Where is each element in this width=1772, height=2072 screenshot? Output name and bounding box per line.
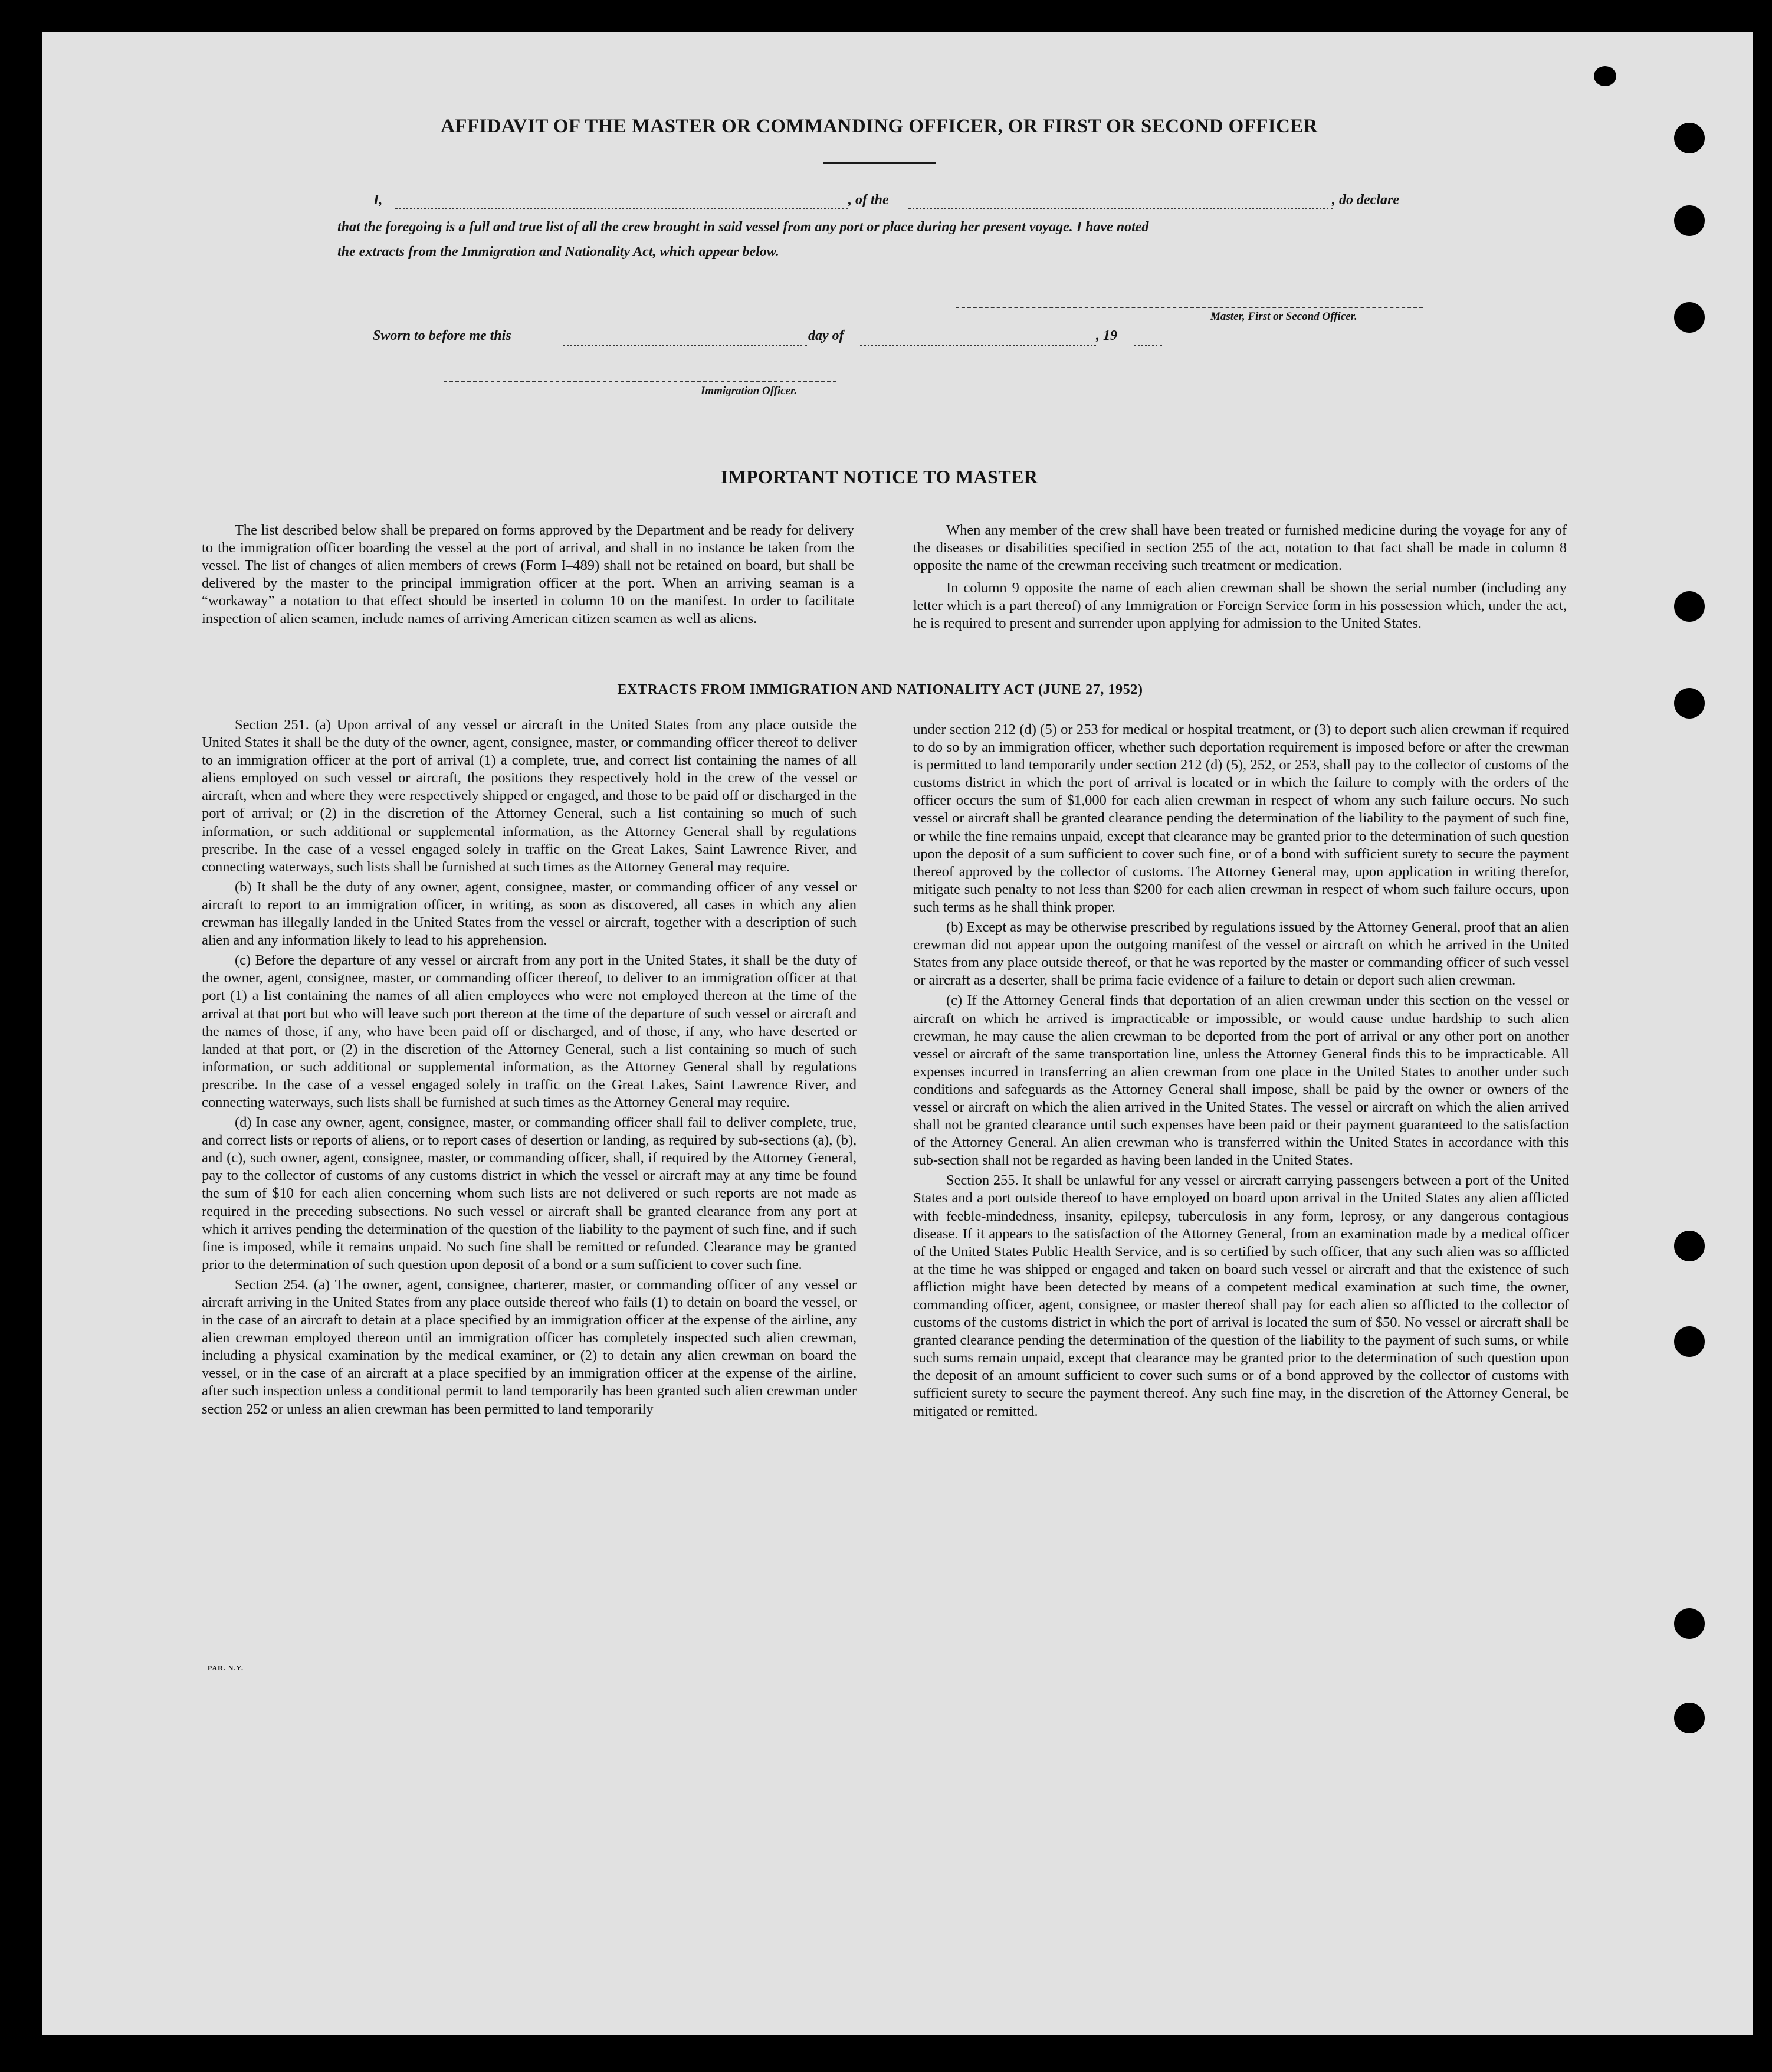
notice-right-paragraph: In column 9 opposite the name of each alien crewman shall be shown the serial number (including any letter which is a part thereof) of any Immigration or Foreign Service form in his possession which, under the act, he is required to present and surrender upon applying for admission to the United States. [913, 580, 1567, 632]
binder-hole [1674, 591, 1705, 622]
section-255: Section 255. It shall be unlawful for any vessel or aircraft carrying passengers between a port of the United States and a port outside thereof to have employed on board upon arrival in the United States any alien afflicted with feeble-mindedness, insanity, epilepsy, tuberculosis in any form, leprosy, or any dangerous contagious disease. If it appears to the satisfaction of the Attorney General, from an examination made by a medical officer of the United States Public Health Service, and is so certified by such officer, that any such alien was so afflicted at the time he was shipped or engaged and taken on board such vessel or aircraft and that the existence of such affliction might have been detected by means of a competent medical examination at such time, the owner, commanding officer, agent, consignee, or master thereof shall pay for each alien so afflicted to the collector of customs of the customs district in which the port of arrival is located the sum of $50. No vessel or aircraft shall be granted clearance pending the determination of the question of the liability to the payment of such sums, or while such sums remain unpaid, except that clearance may be granted prior to the determination of such question upon the deposit of an amount sufficient to cover such sums or of a bond approved by the collector of customs with sufficient surety to secure the payment thereof. Any such fine may, in the discretion of the Attorney General, be mitigated or remitted. [913, 1172, 1569, 1419]
master-signature-label: Master, First or Second Officer. [1210, 310, 1357, 323]
section-251-d: (d) In case any owner, agent, consignee, master, or commanding officer shall fail to deliver complete, true, and correct lists or reports of aliens, or to report cases of desertion or landing, as required by sub-sections (a), (b), and (c), such owner, agent, consignee, master, or commanding officer, shall, if required by the Attorney General, pay to the collector of customs of any customs district in which the vessel or aircraft may at any time be found the sum of $10 for each alien concerning whom such lists are not delivered or such reports are not made as required in the preceding subsections. No such vessel or aircraft shall be granted clearance from any port at which it arrives pending the determination of the question of the liability to the payment of such fine, and if such fine is imposed, while it remains unpaid. No such fine shall be remitted or refunded. Clearance may be granted prior to the determination of such question upon deposit of a bond or a sum sufficient to cover such fine. [202, 1114, 857, 1273]
section-251-b: (b) It shall be the duty of any owner, agent, consignee, master, or commanding officer of any vessel or aircraft to report to an immigration officer, in writing, as soon as discovered, all cases in which any alien crewman has illegally landed in the United States from the vessel or aircraft, together with a description of such alien and any information likely to lead to his apprehension. [202, 878, 857, 949]
extracts-left-column [202, 716, 857, 1421]
binder-hole [1674, 1703, 1705, 1733]
notice-right-column [913, 522, 1567, 635]
declaration-line-1: that the foregoing is a full and true list of all the crew brought in said vessel from any port or place during her present voyage. I have noted [337, 219, 1149, 235]
year-label: , 19 [1096, 328, 1117, 343]
ink-speck [1594, 66, 1616, 86]
section-254-a-continued: under section 212 (d) (5) or 253 for medical or hospital treatment, or (3) to deport such alien crewman if required to do so by an immigration officer, whether such deportation requirement is imposed before or after the crewman is permitted to land temporarily under section 212 (d) (5), 252, or 253, shall pay to the collector of customs of the customs district in which the port of arrival is located or in which the failure to comply with the orders of the officer occurs the sum of $1,000 for each alien crewman in respect of whom any such failure occurs. No such vessel or aircraft shall be granted clearance pending the determination of the liability to the payment of such fine, or while the fine remains unpaid, except that clearance may be granted prior to the determination of such question upon the deposit of a sum sufficient to cover such fine, or of a bond with sufficient surety to secure the payment thereof approved by the collector of customs. The Attorney General may, upon application in writing therefor, mitigate such penalty to not less than $200 for each alien crewman in respect of whom such failure occurs, upon such terms as he shall think proper. [913, 722, 1569, 915]
section-254-c: (c) If the Attorney General finds that deportation of an alien crewman under this section on the vessel or aircraft on which he arrived is impracticable or impossible, or would cause undue hardship to such alien crewman, he may cause the alien crewman to be deported from the port of arrival or any other port on another vessel or aircraft of the same transportation line, unless the Attorney General finds this to be impracticable. All expenses incurred in transferring an alien crewman from one place in the United States to another under such conditions and safeguards as the Attorney General shall impose, shall be paid by the owner or owners of the vessel or aircraft on which the alien arrived in the United States. The vessel or aircraft on which the alien arrived shall not be granted clearance until such expenses have been paid or their payment guaranteed to the satisfaction of the Attorney General. An alien crewman who is transferred within the United States in accordance with this sub-section shall not be regarded as having been landed in the United States. [913, 992, 1569, 1169]
sworn-label: Sworn to before me this [373, 328, 511, 343]
i-label: I, [373, 192, 383, 208]
title-rule [823, 162, 936, 164]
of-the-label: , of the [848, 192, 889, 208]
notice-title: IMPORTANT NOTICE TO MASTER [720, 466, 1038, 487]
notice-right-paragraph: When any member of the crew shall have been treated or furnished medicine during the voyage for any of the diseases or disabilities specified in section 255 of the act, notation to that fact shall be made in column 8 opposite the name of the crewman receiving such treatment or medication. [913, 522, 1567, 574]
binder-hole [1674, 1608, 1705, 1639]
affidavit-title: AFFIDAVIT OF THE MASTER OR COMMANDING OFFICER, OR FIRST OR SECOND OFFICER [441, 116, 1318, 137]
declaration-line-2: the extracts from the Immigration and Nationality Act, which appear below. [337, 244, 779, 260]
binder-hole [1674, 1231, 1705, 1261]
master-signature-field[interactable] [956, 307, 1423, 308]
ink-speck [24, 1760, 28, 1769]
section-251-a: Section 251. (a) Upon arrival of any vessel or aircraft in the United States from any place outside the United States it shall be the duty of the owner, agent, consignee, master, or commanding officer thereof to deliver to an immigration officer at the port of arrival (1) a complete, true, and correct list containing the names of all aliens employed on such vessel or aircraft, the positions they respectively hold in the crew of the vessel or aircraft, when and where they were respectively shipped or engaged, and those to be paid off or discharged in the port of arrival; or (2) in the discretion of the Attorney General, such a list containing so much of such information, or such additional or supplemental information, as the Attorney General shall by regulations prescribe. In the case of a vessel engaged solely in traffic on the Great Lakes, Saint Lawrence River, and connecting waterways, such lists shall be furnished at such times as the Attorney General may require. [202, 717, 857, 875]
officer-signature-field[interactable] [444, 381, 836, 382]
master-name-field[interactable] [395, 208, 848, 209]
printer-mark: PAR. N.Y. [208, 1664, 244, 1672]
section-254-a: Section 254. (a) The owner, agent, consignee, charterer, master, or commanding officer of any vessel or aircraft arriving in the United States from any place outside thereof who fails (1) to detain on board the vessel, or in the case of an aircraft to detain at a place specified by an immigration officer at the expense of the airline, any alien crewman employed thereon until an immigration officer has completely inspected such alien crewman, including a physical examination by the medical examiner, or (2) to detain any alien crewman on board the vessel, or in the case of an aircraft at a place specified by an immigration officer at the expense of the airline, after such inspection unless a conditional permit to land temporarily has been granted such alien crewman under section 252 or unless an alien crewman has been permitted to land temporarily [202, 1276, 857, 1417]
binder-hole [1674, 1326, 1705, 1357]
sworn-day-field[interactable] [563, 345, 807, 346]
sworn-month-field[interactable] [860, 345, 1096, 346]
officer-signature-label: Immigration Officer. [701, 385, 798, 397]
day-of-label: day of [808, 328, 844, 343]
do-declare-label: , do declare [1332, 192, 1399, 208]
binder-hole [1674, 302, 1705, 333]
extracts-title: EXTRACTS FROM IMMIGRATION AND NATIONALITY ACT (JUNE 27, 1952) [617, 682, 1143, 697]
binder-hole [1674, 205, 1705, 236]
notice-left-paragraph: The list described below shall be prepared on forms approved by the Department and be ready for delivery to the immigration officer boarding the vessel at the port of arrival, and shall in no instance be taken from the vessel. The list of changes of alien members of crews (Form I–489) shall not be retained on board, but shall be delivered by the master to the principal immigration officer at the port. When an arriving seaman is a “workaway” a notation to that effect should be inserted in column 10 on the manifest. In order to facilitate inspection of alien seamen, include names of arriving American citizen seamen as well as aliens. [202, 522, 854, 627]
vessel-name-field[interactable] [908, 208, 1333, 209]
extracts-right-column [913, 721, 1569, 1423]
sworn-year-field[interactable] [1134, 345, 1162, 346]
notice-left-column [202, 522, 854, 631]
section-251-c: (c) Before the departure of any vessel or aircraft from any port in the United States, it shall be the duty of the owner, agent, consignee, master, or commanding officer thereof, to deliver to an immigration officer at that port (1) a list containing the names of all alien employees who were not employed thereon at the time of the arrival at that port but who will leave such port thereon at the time of the departure of such vessel or aircraft and the names of those, if any, who have been paid off or discharged, and of those, if any, who have deserted or landed at that port, or (2) in the discretion of the Attorney General, such a list containing so much of such information, or such additional or supplemental information, as the Attorney General shall by regulations prescribe. In the case of a vessel engaged solely in traffic on the Great Lakes, Saint Lawrence River, and connecting waterways, such lists shall be furnished at such times as the Attorney General may require. [202, 952, 857, 1110]
section-254-b: (b) Except as may be otherwise prescribed by regulations issued by the Attorney General, proof that an alien crewman did not appear upon the outgoing manifest of the vessel or aircraft on which he arrived in the United States from any place outside thereof, or that he was reported by the master or commanding officer of such vessel or aircraft as a deserter, shall be prima facie evidence of a failure to detain or deport such alien crewman. [913, 919, 1569, 989]
